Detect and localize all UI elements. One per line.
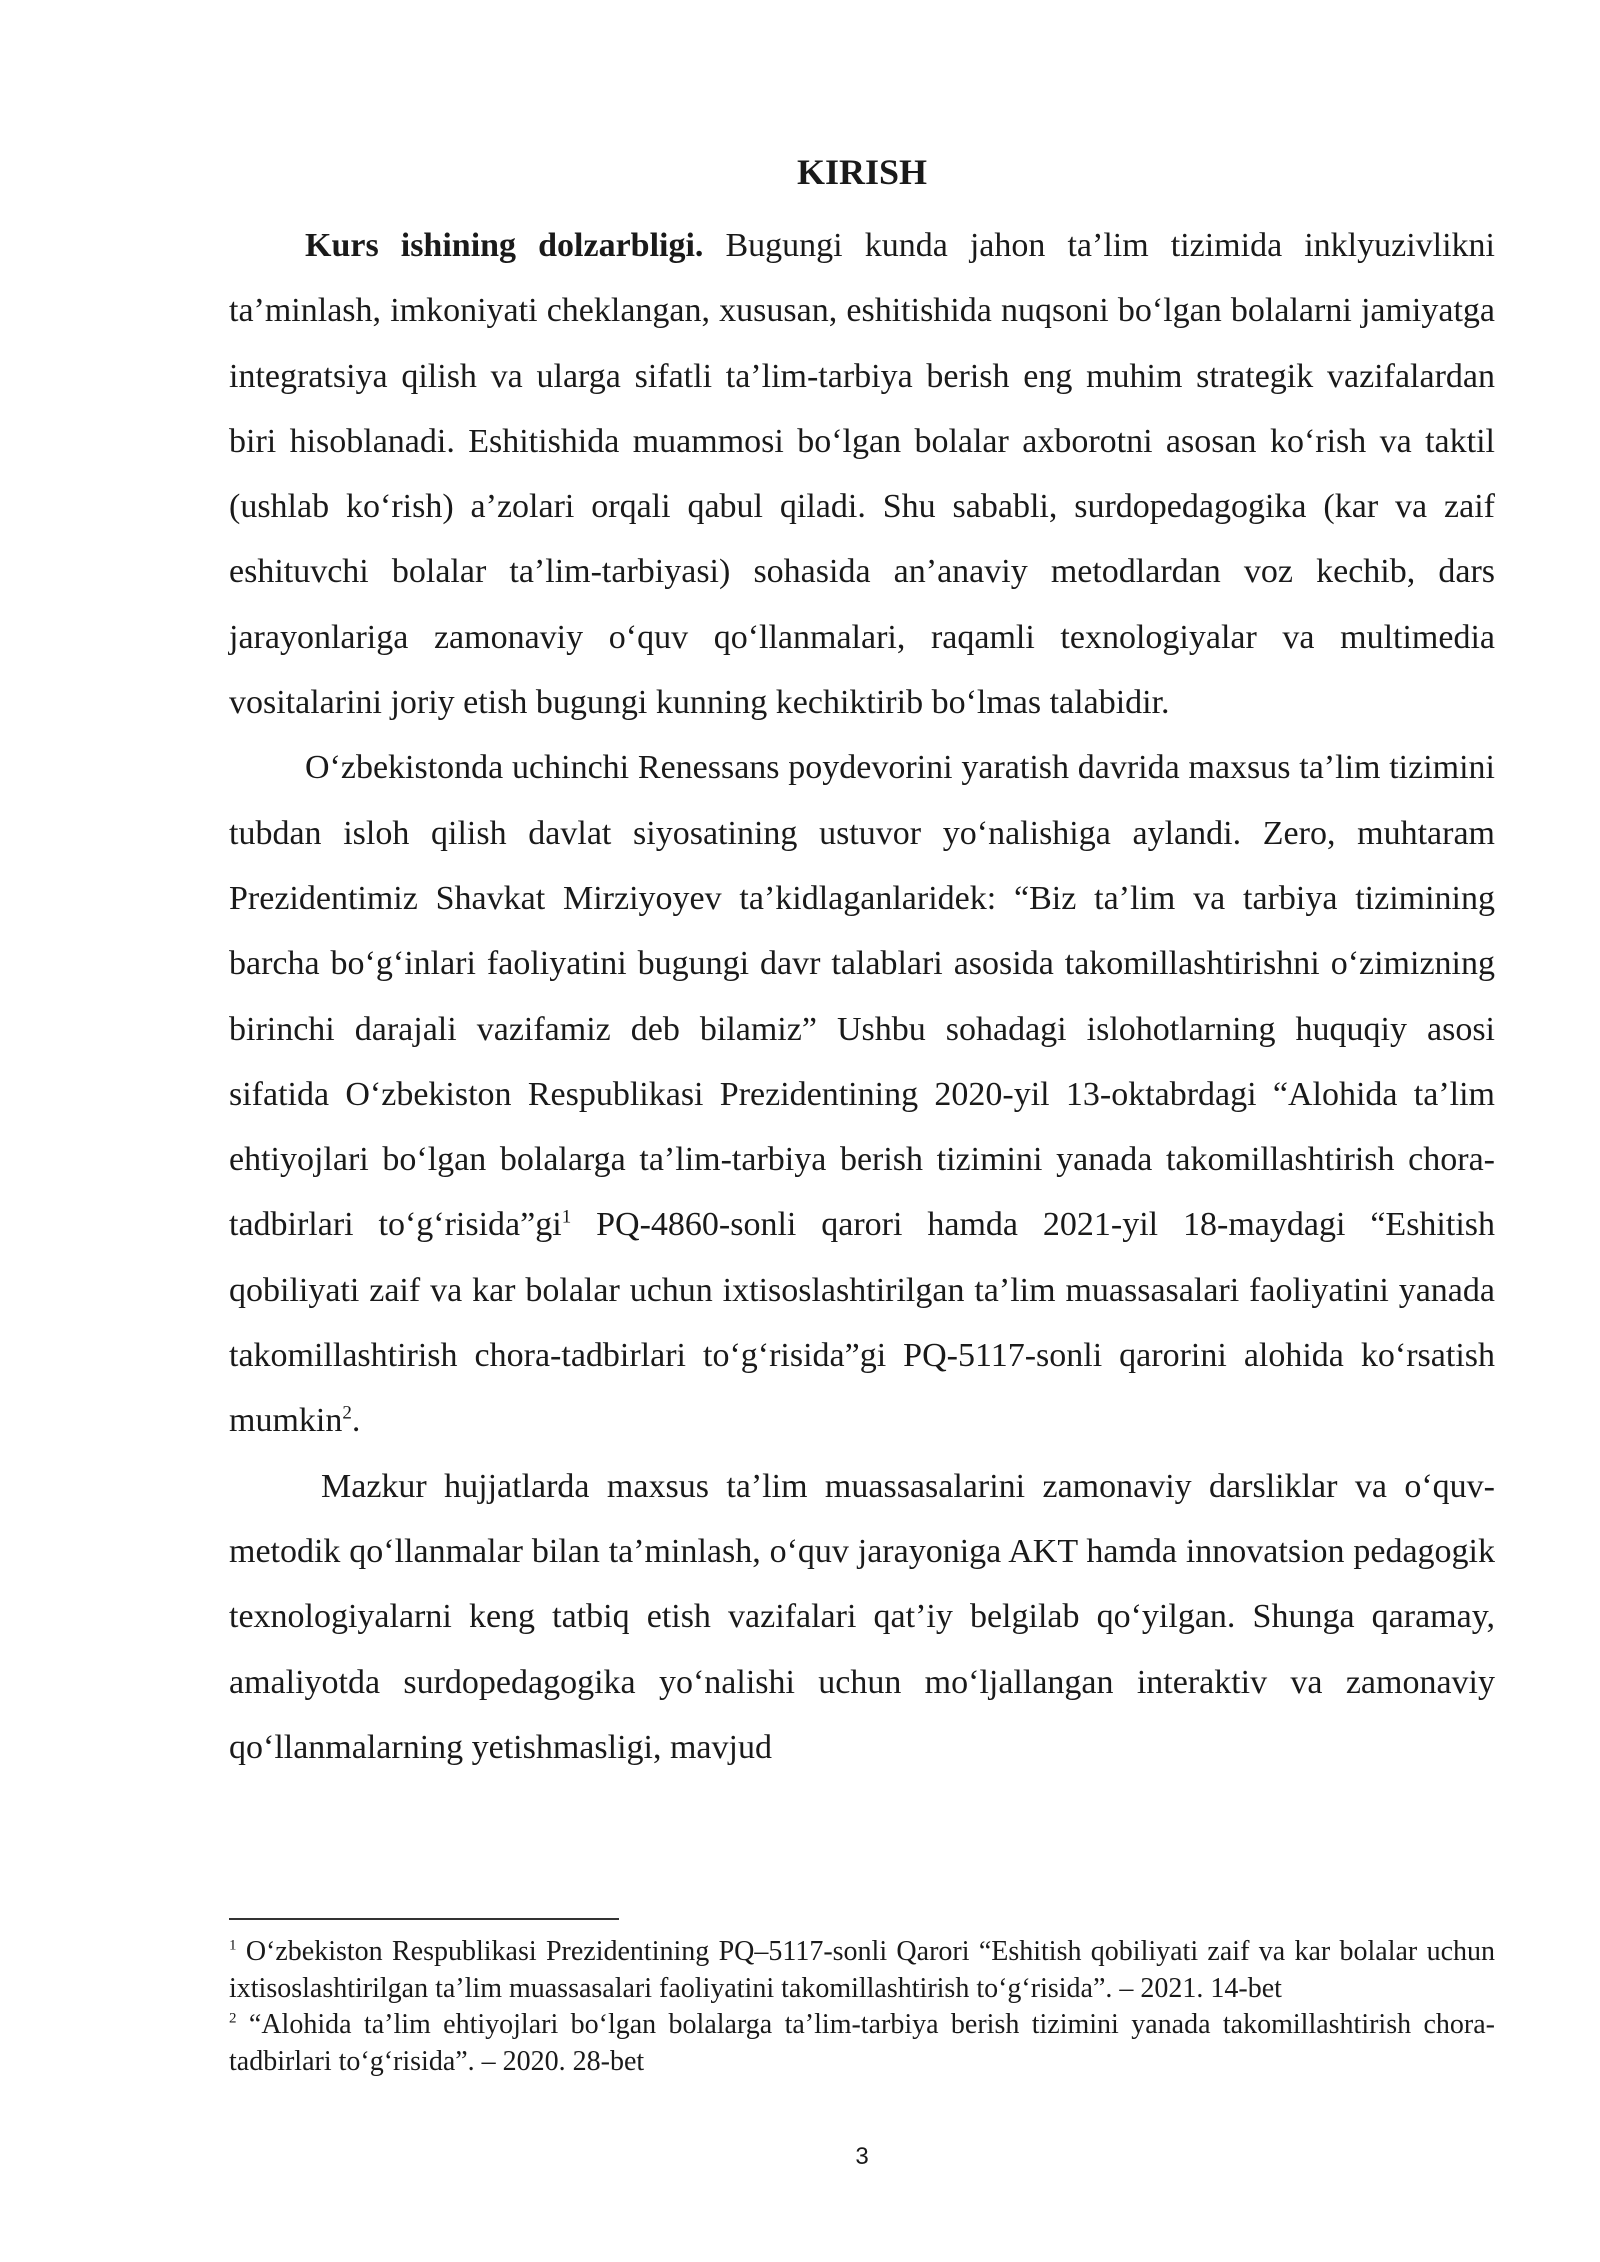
paragraph-documents bbox=[229, 1454, 1495, 1780]
paragraph-text-end: . bbox=[351, 1402, 361, 1440]
footnote-text: O‘zbekiston Respublikasi Prezidentining PQ–5117-sonli Qarori “Eshitish qobiliyati zaif va kar bolalar uchun ixtisoslashtirilgan ta’lim muassasalari faoliyatini takomillashtirish to‘g‘risida”. – 2021. 14-bet bbox=[229, 1936, 1495, 2004]
footnote-2 bbox=[229, 2007, 1495, 2080]
paragraph-text: Mazkur hujjatlarda maxsus ta’lim muassasalarini zamonaviy darsliklar va o‘quv-metodik qo‘llanmalar bilan ta’minlash, o‘quv jarayoniga AKT hamda innovatsion pedagogik texnologiyalarni keng tatbiq etish vazifalari qat’iy belgilab qo‘yilgan. Shunga qaramay, amaliyotda surdopedagogika yo‘nalishi uchun mo‘ljallangan interaktiv va zamonaviy qo‘llanmalarning yetishmasligi, mavjud bbox=[229, 1467, 1495, 1766]
footnotes bbox=[229, 1934, 1495, 2080]
paragraph-text: O‘zbekistonda uchinchi Renessans poydevorini yaratish davrida maxsus ta’lim tizimini tubdan isloh qilish davlat siyosatining ustuvor yo‘nalishiga aylandi. Zero, muhtaram Prezidentimiz Shavkat Mirziyoyev ta’kidlaganlaridek: “Biz ta’lim va tarbiya tizimining barcha bo‘g‘inlari faoliyatini bugungi davr talablari asosida takomillashtirishni o‘zimizning birinchi darajali vazifamiz deb bilamiz” Ushbu sohadagi islohotlarning huquqiy asosi sifatida O‘zbekiston Respublikasi Prezidentining 2020-yil 13-oktabrdagi “Alohida ta’lim ehtiyojlari bo‘lgan bolalarga ta’lim-tarbiya berish tizimini yanada takomillashtirish chora-tadbirlari to‘g‘risida”gi bbox=[229, 749, 1495, 1244]
footnote-text: “Alohida ta’lim ehtiyojlari bo‘lgan bolalarga ta’lim-tarbiya berish tizimini yanada takomillashtirish chora-tadbirlari to‘g‘risida”. – 2020. 28-bet bbox=[229, 2009, 1495, 2077]
footnote-marker: 1 bbox=[229, 1937, 237, 1954]
paragraph-lead-heading: Kurs ishining dolzarbligi. bbox=[305, 227, 704, 264]
footnote-1 bbox=[229, 1934, 1495, 2007]
body-text bbox=[229, 213, 1495, 1780]
paragraph-relevance bbox=[229, 213, 1495, 735]
paragraph-legal-basis bbox=[229, 735, 1495, 1453]
footnote-separator bbox=[229, 1918, 619, 1920]
section-title: KIRISH bbox=[796, 152, 928, 192]
paragraph-text: PQ-4860-sonli qarori hamda 2021-yil 18-maydagi “Eshitish qobiliyati zaif va kar bolalar uchun ixtisoslashtirilgan ta’lim muassasalari faoliyatini yanada takomillashtirish chora-tadbirlari to‘g‘risida”gi PQ-5117-sonli qarorini alohida ko‘rsatish mumkin bbox=[229, 1206, 1495, 1440]
page-number: 3 bbox=[855, 2143, 869, 2170]
footnote-marker: 2 bbox=[229, 2010, 237, 2027]
footnote-reference-2[interactable]: 2 bbox=[342, 1403, 352, 1425]
paragraph-text: Bugungi kunda jahon ta’lim tizimida inklyuzivlikni ta’minlash, imkoniyati cheklangan, xususan, eshitishida nuqsoni bo‘lgan bolalarni jamiyatga integratsiya qilish va ularga sifatli ta’lim-tarbiya berish eng muhim strategik vazifalardan biri hisoblanadi. Eshitishida muammosi bo‘lgan bolalar axborotni asosan ko‘rish va taktil (ushlab ko‘rish) a’zolari orqali qabul qiladi. Shu sababli, surdopedagogika (kar va zaif eshituvchi bolalar ta’lim-tarbiyasi) sohasida an’anaviy metodlardan voz kechib, dars jarayonlariga zamonaviy o‘quv qo‘llanmalari, raqamli texnologiyalar va multimedia vositalarini joriy etish bugungi kunning kechiktirib bo‘lmas talabidir. bbox=[229, 227, 1495, 722]
footnote-reference-1[interactable]: 1 bbox=[561, 1207, 572, 1229]
